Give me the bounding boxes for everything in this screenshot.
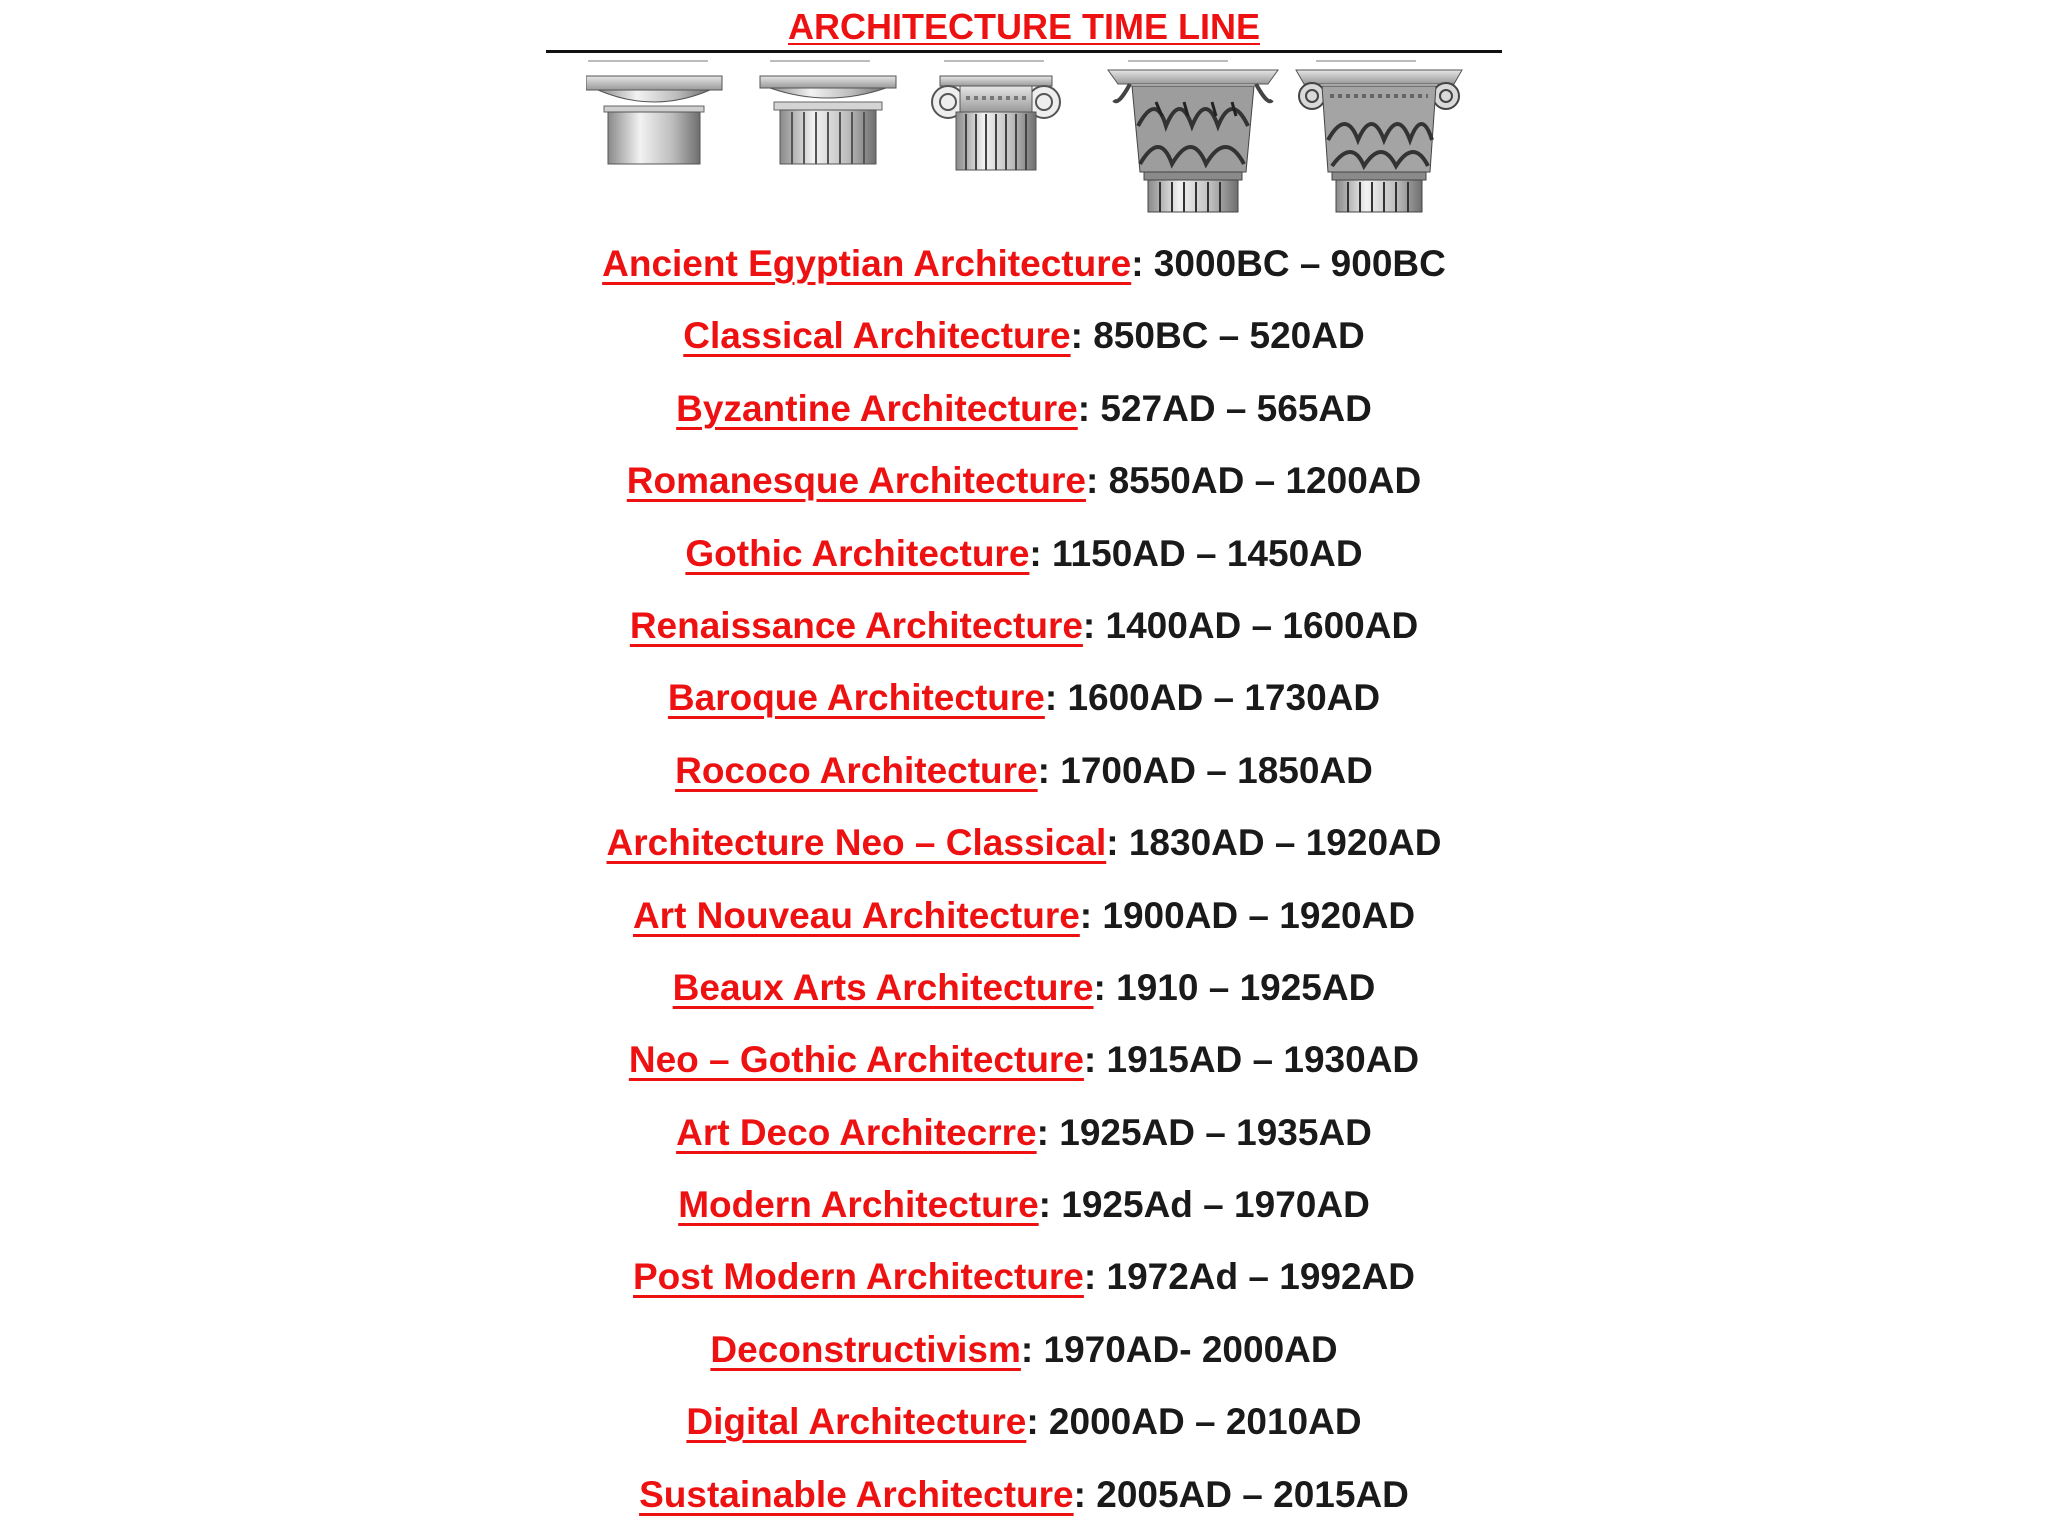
timeline-entry: [0, 960, 2048, 1032]
style-link[interactable]: Neo – Gothic Architecture: [628, 1039, 1084, 1081]
style-link[interactable]: Modern Architecture: [678, 1184, 1039, 1226]
style-link[interactable]: Art Nouveau Architecture: [632, 894, 1080, 936]
date-range: : 1400AD – 1600AD: [1082, 604, 1419, 646]
timeline-entry: [0, 1105, 2048, 1177]
date-range: : 1600AD – 1730AD: [1044, 677, 1381, 719]
timeline-entry: [0, 1467, 2048, 1539]
style-link[interactable]: Baroque Architecture: [667, 677, 1045, 719]
column-capitals-illustration: [586, 56, 1464, 216]
timeline-entry: [0, 815, 2048, 887]
timeline-entry: [0, 1032, 2048, 1104]
title-underline-rule: [546, 50, 1502, 53]
style-link[interactable]: Gothic Architecture: [685, 532, 1030, 574]
style-link[interactable]: Renaissance Architecture: [629, 604, 1083, 646]
style-link[interactable]: Sustainable Architecture: [639, 1473, 1074, 1515]
timeline-entry: [0, 743, 2048, 815]
ionic-capital-icon: [932, 60, 1060, 170]
style-link[interactable]: Digital Architecture: [686, 1401, 1027, 1443]
timeline-entry: [0, 888, 2048, 960]
style-link[interactable]: Ancient Egyptian Architecture: [602, 243, 1132, 284]
date-range: : 1925AD – 1935AD: [1036, 1111, 1372, 1153]
date-range: : 527AD – 565AD: [1077, 387, 1372, 429]
date-range: : 850BC – 520AD: [1070, 315, 1365, 357]
date-range: : 1972Ad – 1992AD: [1083, 1256, 1416, 1298]
architecture-timeline-list: [0, 236, 2048, 1539]
style-link[interactable]: Classical Architecture: [683, 315, 1071, 357]
style-link[interactable]: Deconstructivism: [710, 1328, 1021, 1370]
date-range: : 1970AD- 2000AD: [1020, 1328, 1338, 1370]
timeline-entry: [0, 453, 2048, 525]
timeline-entry: [0, 308, 2048, 380]
date-range: : 1925Ad – 1970AD: [1038, 1184, 1370, 1226]
style-link[interactable]: Architecture Neo – Classical: [606, 822, 1107, 864]
style-link[interactable]: Romanesque Architecture: [626, 460, 1086, 502]
page-title: ARCHITECTURE TIME LINE: [788, 6, 1260, 47]
doric-capital-icon: [760, 60, 896, 164]
timeline-entry: [0, 381, 2048, 453]
date-range: : 1700AD – 1850AD: [1037, 749, 1373, 791]
date-range: : 2005AD – 2015AD: [1073, 1473, 1409, 1515]
corinthian-capital-icon: [1108, 60, 1278, 212]
timeline-entry: [0, 670, 2048, 742]
timeline-entry: [0, 1322, 2048, 1394]
timeline-entry: [0, 1394, 2048, 1466]
date-range: : 3000BC – 900BC: [1131, 243, 1446, 284]
date-range: : 1910 – 1925AD: [1093, 966, 1376, 1008]
style-link[interactable]: Art Deco Architecrre: [676, 1111, 1037, 1153]
composite-capital-icon: [1296, 60, 1462, 212]
timeline-entry: [0, 526, 2048, 598]
date-range: : 1915AD – 1930AD: [1083, 1039, 1420, 1081]
date-range: : 1900AD – 1920AD: [1079, 894, 1416, 936]
date-range: : 1830AD – 1920AD: [1106, 822, 1442, 864]
date-range: : 2000AD – 2010AD: [1026, 1401, 1362, 1443]
timeline-entry: [0, 1249, 2048, 1321]
timeline-entry: [0, 598, 2048, 670]
timeline-entry: [0, 236, 2048, 308]
date-range: : 1150AD – 1450AD: [1029, 532, 1363, 574]
style-link[interactable]: Rococo Architecture: [675, 749, 1038, 791]
style-link[interactable]: Post Modern Architecture: [632, 1256, 1084, 1298]
timeline-entry: [0, 1177, 2048, 1249]
style-link[interactable]: Beaux Arts Architecture: [672, 966, 1094, 1008]
tuscan-capital-icon: [586, 60, 722, 164]
style-link[interactable]: Byzantine Architecture: [676, 387, 1078, 429]
date-range: : 8550AD – 1200AD: [1085, 460, 1422, 502]
